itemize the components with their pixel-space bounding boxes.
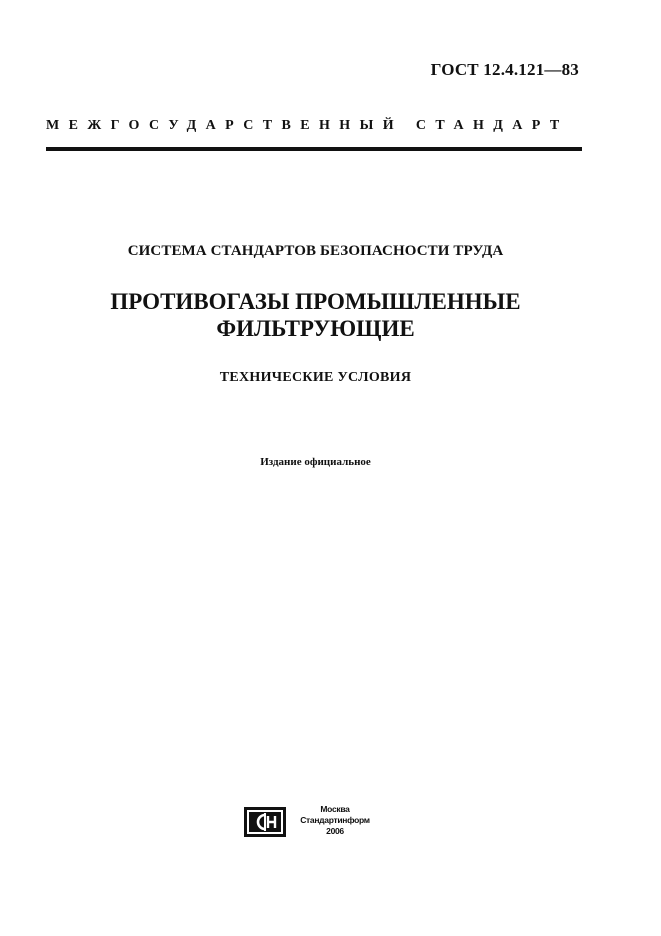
- imprint-city: Москва: [320, 804, 350, 814]
- imprint-publisher: Стандартинформ: [300, 815, 370, 825]
- interstate-standard-label: МЕЖГОСУДАРСТВЕННЫЙ СТАНДАРТ: [46, 118, 569, 133]
- header-divider: [46, 147, 582, 151]
- document-title-line-1: ПРОТИВОГАЗЫ ПРОМЫШЛЕННЫЕ: [110, 289, 521, 314]
- document-subtitle: ТЕХНИЧЕСКИЕ УСЛОВИЯ: [219, 370, 412, 385]
- document-title: [0, 288, 631, 342]
- standards-series-title: СИСТЕМА СТАНДАРТОВ БЕЗОПАСНОСТИ ТРУДА: [127, 243, 504, 259]
- document-number: ГОСТ 12.4.121—83: [430, 60, 579, 79]
- imprint-year: 2006: [326, 826, 344, 836]
- document-title-line-2: ФИЛЬТРУЮЩИЕ: [216, 316, 415, 341]
- official-edition-note: Издание официальное: [260, 456, 371, 468]
- standartinform-logo-icon: [244, 807, 286, 837]
- publisher-imprint: [300, 804, 370, 837]
